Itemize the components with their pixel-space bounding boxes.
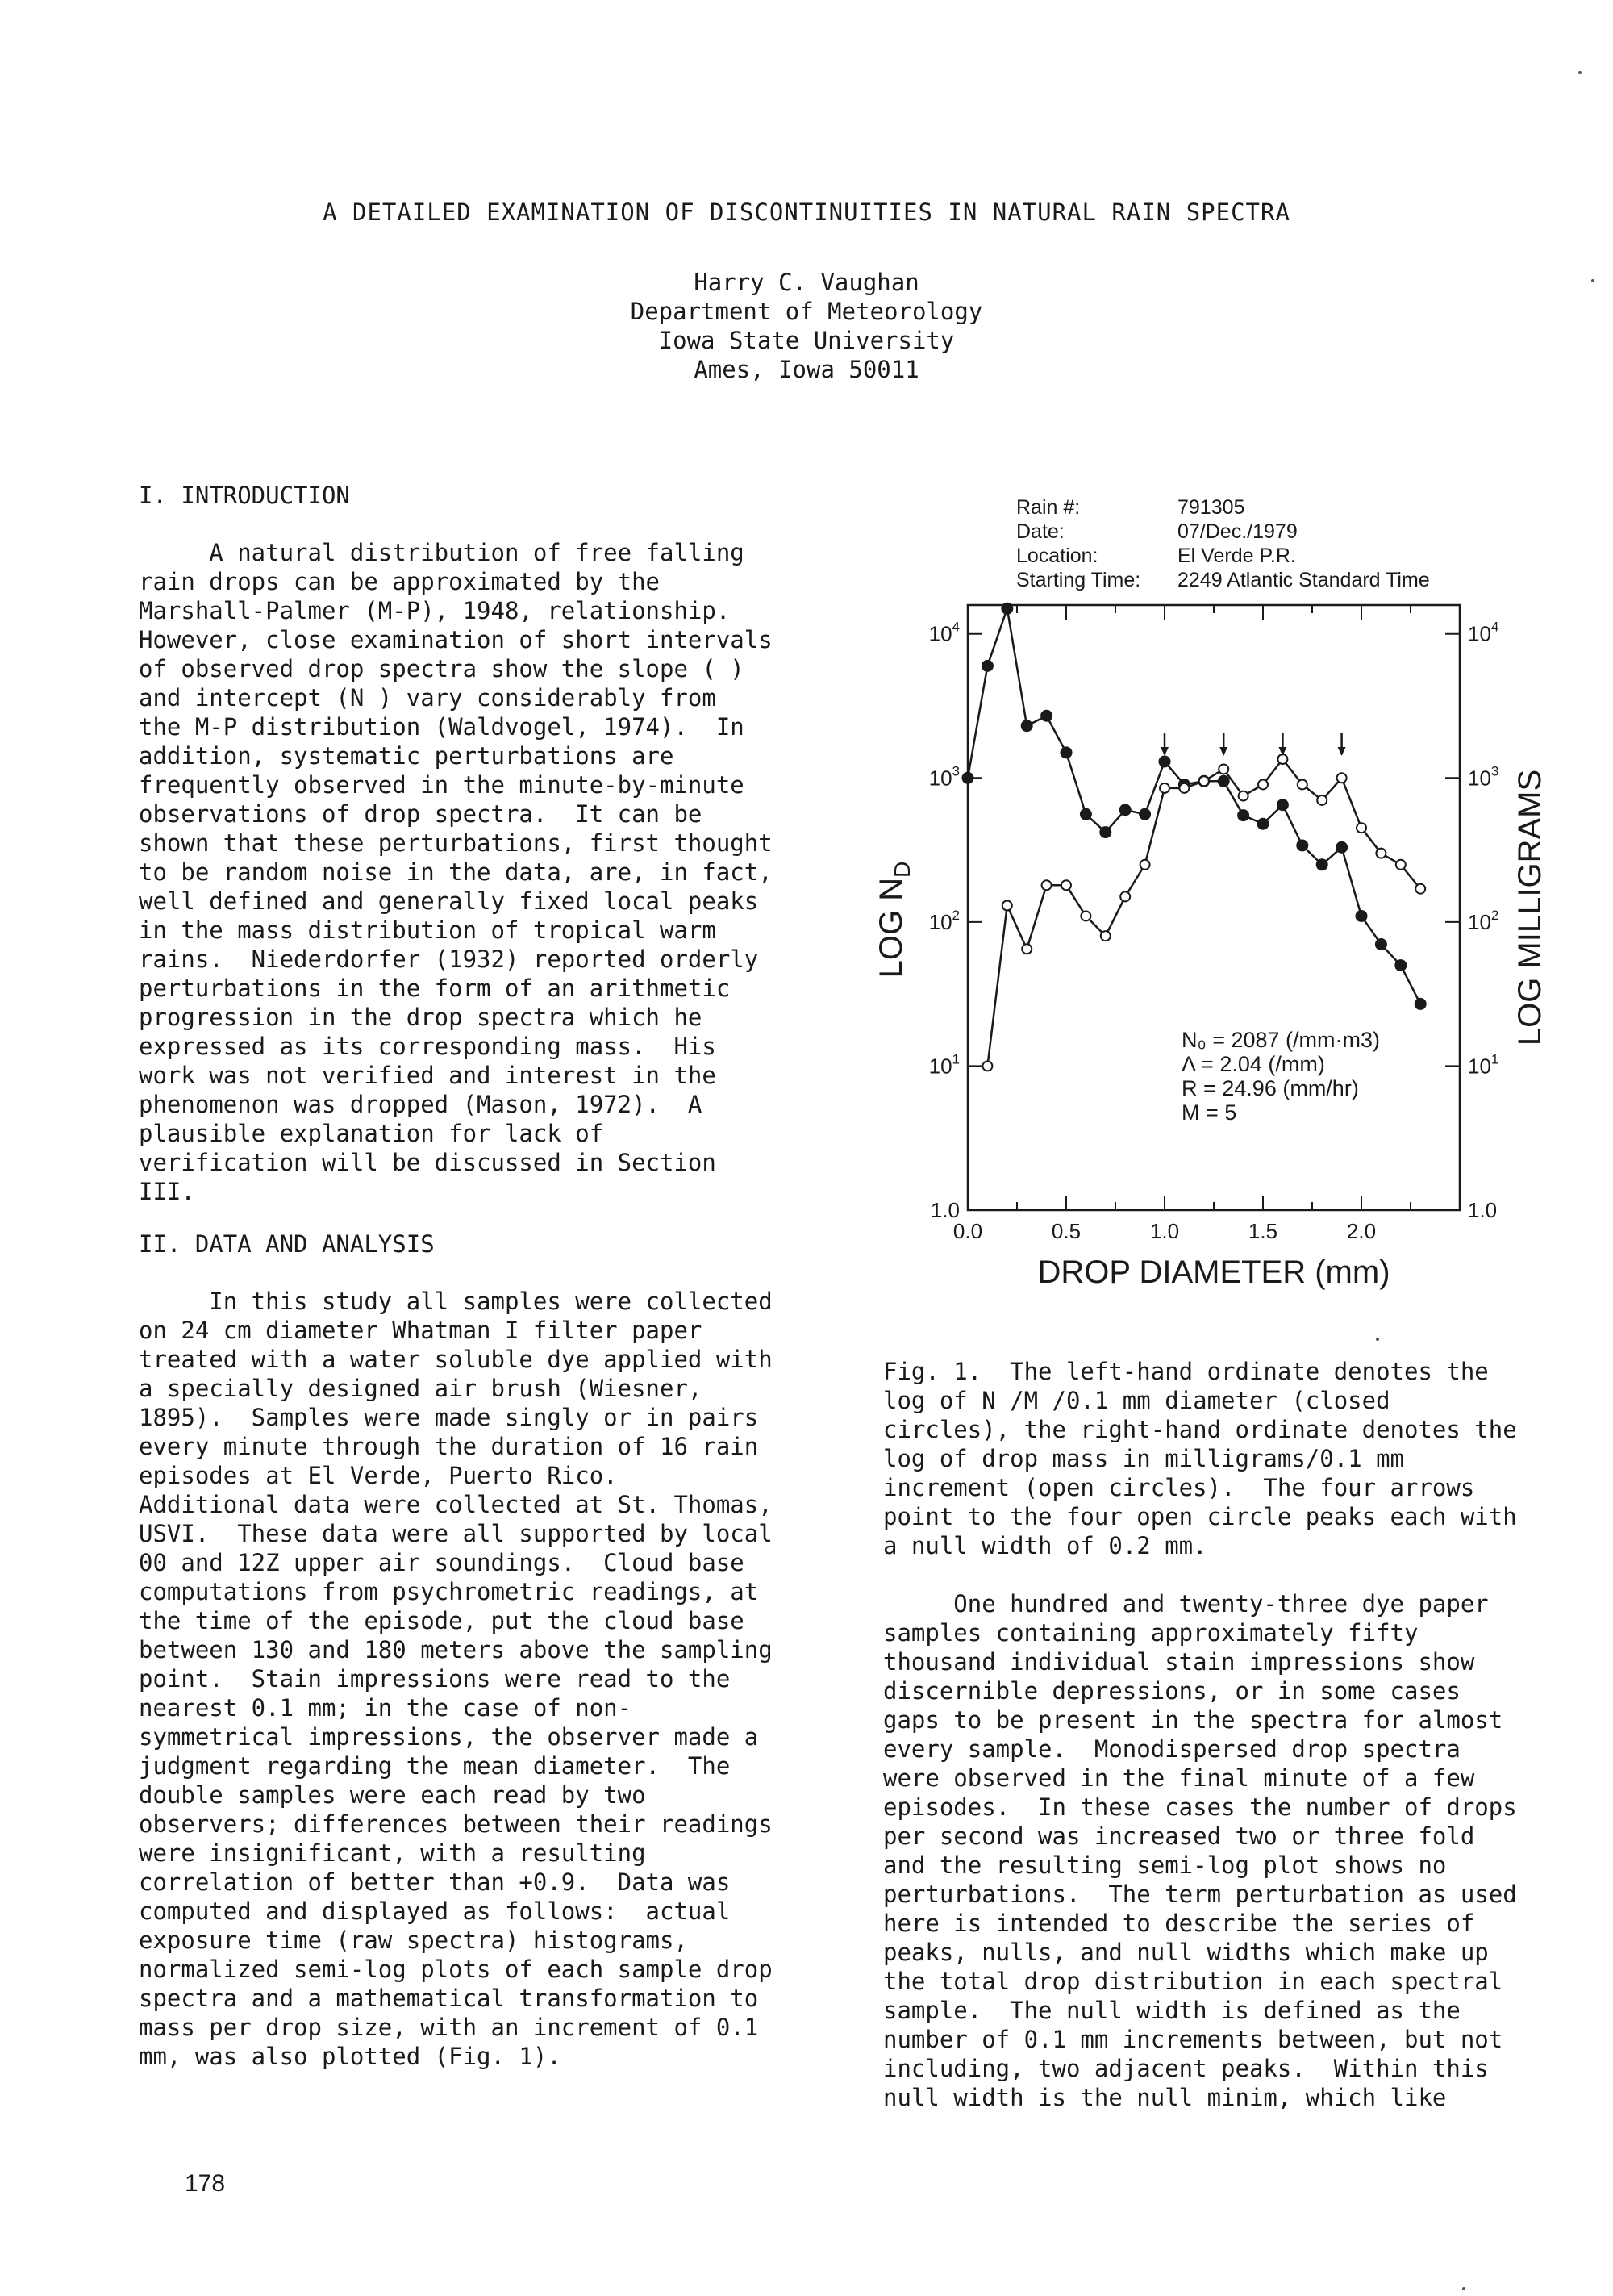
text-line: observations of drop spectra. It can be <box>139 800 702 828</box>
closed-circle-point <box>1238 810 1248 820</box>
figure-header-value: 791305 <box>1177 496 1245 519</box>
peak-arrows <box>1161 733 1346 756</box>
text-line: a null width of 0.2 mm. <box>883 1532 1207 1559</box>
scan-speck <box>1591 279 1594 282</box>
section-heading-data-analysis: II. DATA AND ANALYSIS <box>139 1230 435 1258</box>
closed-circle-point <box>1415 999 1426 1009</box>
figure-header-value: 07/Dec./1979 <box>1177 520 1298 543</box>
closed-circle-point <box>1336 842 1347 853</box>
figure-header-value: El Verde P.R. <box>1177 545 1296 567</box>
open-circle-point <box>1357 823 1366 833</box>
figure-header <box>1016 496 1430 591</box>
author-name: Harry C. Vaughan <box>694 269 919 296</box>
text-line: null width is the null minim, which like <box>883 2084 1447 2111</box>
text-line: expressed as its corresponding mass. His <box>139 1033 716 1060</box>
open-circle-point <box>1140 860 1150 870</box>
peak-arrow-head <box>1338 747 1346 756</box>
closed-circle-point <box>1357 911 1367 921</box>
y-tick-label-right <box>1468 620 1498 646</box>
x-tick-label: 2.0 <box>1346 1219 1377 1243</box>
tick-exponent: 4 <box>1490 619 1499 635</box>
text-line: phenomenon was dropped (Mason, 1972). A <box>139 1091 702 1118</box>
text-line: number of 0.1 mm increments between, but not <box>883 2026 1503 2053</box>
open-circle-point <box>1002 901 1012 911</box>
text-line: Additional data were collected at St. Thomas, <box>139 1491 773 1518</box>
text-line: Fig. 1. The left-hand ordinate denotes the <box>883 1358 1489 1385</box>
scan-speck <box>1578 71 1582 74</box>
x-tick-label: 1.0 <box>1149 1219 1180 1243</box>
y-axis-label-left-group <box>873 862 915 979</box>
x-tick-labels <box>953 1219 1376 1243</box>
text-line: well defined and generally fixed local peaks <box>139 887 759 915</box>
paper-title: A DETAILED EXAMINATION OF DISCONTINUITIES IN NATURAL RAIN SPECTRA <box>323 198 1290 226</box>
text-line: thousand individual stain impressions show <box>883 1648 1475 1676</box>
closed-circle-point <box>1258 819 1269 829</box>
text-line: double samples were each read by two <box>139 1781 646 1809</box>
figure-header-label: Starting Time: <box>1016 569 1141 591</box>
open-circle-point <box>1022 944 1032 954</box>
y-tick-label-right <box>1468 1051 1498 1078</box>
figure-header-label: Rain #: <box>1016 496 1081 519</box>
text-line: were observed in the final minute of a few <box>883 1764 1475 1792</box>
text-line: exposure time (raw spectra) histograms, <box>139 1927 688 1954</box>
open-circle-point <box>1199 776 1209 786</box>
closed-circle-point <box>1120 804 1131 815</box>
y-tick-label-right <box>1468 763 1498 790</box>
tick-base: 10 <box>928 766 952 791</box>
text-line: a specially designed air brush (Wiesner, <box>139 1375 702 1402</box>
open-circle-point <box>1120 891 1130 901</box>
text-line: on 24 cm diameter Whatman I filter paper <box>139 1317 702 1344</box>
text-line: perturbations. The term perturbation as used <box>883 1881 1517 1908</box>
open-circle-point <box>1415 884 1425 894</box>
peak-arrow-head <box>1161 747 1169 756</box>
page-number: 178 <box>185 2170 226 2197</box>
text-line: In this study all samples were collected <box>139 1288 773 1315</box>
text-line: episodes at El Verde, Puerto Rico. <box>139 1462 618 1489</box>
closed-circle-point <box>1041 711 1052 721</box>
text-line: of observed drop spectra show the slope ( ) <box>139 655 744 683</box>
closed-circle-point <box>1061 747 1072 758</box>
closed-circle-point <box>1022 720 1032 731</box>
closed-circle-point <box>1140 809 1150 820</box>
text-line: and intercept (N ) vary considerably from <box>139 684 716 712</box>
closed-circle-point <box>982 661 993 671</box>
closed-circle-point <box>1395 960 1406 971</box>
text-line: were insignificant, with a resulting <box>139 1839 646 1867</box>
y-tick-labels-right <box>1468 620 1498 1222</box>
y-axis-label-left <box>873 862 915 979</box>
tick-base: 10 <box>928 1054 952 1079</box>
open-circle-point <box>1179 783 1189 793</box>
text-line: plausible explanation for lack of <box>139 1120 604 1147</box>
text-line: and the resulting semi-log plot shows no <box>883 1851 1447 1879</box>
y-axis-label-right: LOG MILLIGRAMS <box>1512 769 1548 1046</box>
closed-circle-point <box>1376 939 1386 950</box>
text-line: per second was increased two or three fold <box>883 1822 1475 1850</box>
text-line: perturbations in the form of an arithmetic <box>139 975 731 1002</box>
text-line: episodes. In these cases the number of drops <box>883 1793 1517 1821</box>
tick-exponent: 1 <box>952 1051 960 1067</box>
series-points <box>963 603 1426 1071</box>
text-line: point to the four open circle peaks each with <box>883 1503 1517 1530</box>
author-city: Ames, Iowa 50011 <box>694 356 919 383</box>
figure-header-label: Date: <box>1016 520 1065 543</box>
open-circle-point <box>1081 911 1090 920</box>
text-line: observers; differences between their readings <box>139 1810 773 1838</box>
author-university: Iowa State University <box>658 327 955 354</box>
open-circle-point <box>982 1061 992 1071</box>
y-axis-label-left-main: LOG N <box>873 877 909 979</box>
text-line: 1895). Samples were made singly or in pairs <box>139 1404 759 1431</box>
text-line: the time of the episode, put the cloud base <box>139 1607 744 1634</box>
y-tick-label-left <box>929 620 960 646</box>
text-line: treated with a water soluble dye applied with <box>139 1346 773 1373</box>
text-line: shown that these perturbations, first thought <box>139 829 773 857</box>
x-tick-label: 1.5 <box>1248 1219 1278 1243</box>
open-circle-point <box>1258 779 1268 789</box>
tick-base: 10 <box>1468 909 1491 934</box>
figure-1-chart <box>839 484 1565 1299</box>
text-line: between 130 and 180 meters above the sampling <box>139 1636 773 1664</box>
closed-circle-point <box>1081 809 1091 820</box>
text-line: the M-P distribution (Waldvogel, 1974). In <box>139 713 744 741</box>
text-line: verification will be discussed in Section <box>139 1149 716 1176</box>
scan-speck <box>1376 1338 1379 1341</box>
open-circle-point <box>1239 791 1248 801</box>
author-department: Department of Meteorology <box>630 298 983 325</box>
figure-stat-line: N₀ = 2087 (/mm·m3) <box>1182 1028 1381 1052</box>
text-line: peaks, nulls, and null widths which make up <box>883 1939 1489 1966</box>
open-circle-point <box>1376 849 1386 858</box>
y-tick-label-right <box>1468 908 1498 934</box>
text-line: sample. The null width is defined as the <box>883 1997 1461 2024</box>
text-line: However, close examination of short intervals <box>139 626 773 653</box>
y-tick-label-left <box>929 1051 960 1078</box>
section-heading-introduction: I. INTRODUCTION <box>139 482 350 509</box>
text-line: frequently observed in the minute-by-minute <box>139 771 744 799</box>
text-line: in the mass distribution of tropical warm <box>139 916 716 944</box>
closed-circle-point <box>1160 756 1170 766</box>
closed-circle-point <box>1219 776 1229 787</box>
figure-header-label: Location: <box>1016 545 1098 567</box>
text-line: computed and displayed as follows: actual <box>139 1897 731 1925</box>
text-line: symmetrical impressions, the observer made a <box>139 1723 759 1751</box>
x-axis-label: DROP DIAMETER (mm) <box>1037 1254 1390 1290</box>
y-tick-label-left <box>929 908 960 934</box>
text-line: increment (open circles). The four arrows <box>883 1474 1475 1501</box>
closed-circle-point <box>1002 603 1012 614</box>
y-tick-label-right <box>1468 1198 1497 1222</box>
scan-speck <box>1462 2287 1465 2290</box>
open-circle-point <box>1317 795 1327 805</box>
text-line: including, two adjacent peaks. Within this <box>883 2055 1489 2082</box>
text-line: A natural distribution of free falling <box>139 539 744 566</box>
tick-base: 1.0 <box>930 1198 960 1222</box>
text-line: point. Stain impressions were read to the <box>139 1665 731 1693</box>
text-line: mm, was also plotted (Fig. 1). <box>139 2043 561 2070</box>
closed-circle-point <box>1100 827 1111 837</box>
tick-exponent: 2 <box>1490 907 1499 923</box>
text-line: work was not verified and interest in the <box>139 1062 716 1089</box>
open-circle-point <box>1337 773 1347 783</box>
figure-stat-line: M = 5 <box>1182 1100 1237 1125</box>
open-circle-point <box>1219 764 1228 774</box>
tick-exponent: 4 <box>952 619 960 635</box>
x-tick-label: 0.0 <box>952 1219 983 1243</box>
text-line: samples containing approximately fifty <box>883 1619 1419 1647</box>
figure-stat-line: Λ = 2.04 (/mm) <box>1182 1052 1325 1076</box>
open-circle-point <box>1101 931 1111 941</box>
figure-stats <box>1182 1028 1380 1125</box>
text-line: correlation of better than +0.9. Data was <box>139 1868 731 1896</box>
figure-stat-line: R = 24.96 (mm/hr) <box>1182 1076 1359 1100</box>
y-tick-labels-left <box>929 620 960 1222</box>
series-lines <box>968 608 1420 1066</box>
figure-caption <box>883 1357 1561 1560</box>
open-series-line <box>987 759 1420 1066</box>
text-line: normalized semi-log plots of each sample drop <box>139 1956 773 1983</box>
x-tick-label: 0.5 <box>1051 1219 1082 1243</box>
author-block <box>0 268 1613 384</box>
tick-exponent: 2 <box>952 907 960 923</box>
closed-circle-point <box>1297 840 1307 850</box>
open-circle-point <box>1298 779 1307 789</box>
text-line: USVI. These data were all supported by local <box>139 1520 773 1547</box>
text-line: rains. Niederdorfer (1932) reported orderly <box>139 946 759 973</box>
text-line: progression in the drop spectra which he <box>139 1004 702 1031</box>
closed-circle-point <box>963 773 973 783</box>
open-circle-point <box>1061 880 1071 890</box>
text-line: the total drop distribution in each spectral <box>883 1968 1503 1995</box>
text-line: log of drop mass in milligrams/0.1 mm <box>883 1445 1405 1472</box>
tick-base: 10 <box>1468 1054 1491 1079</box>
text-line: computations from psychrometric readings, at <box>139 1578 759 1605</box>
y-tick-label-left <box>929 763 960 790</box>
tick-exponent: 3 <box>952 763 960 779</box>
data-analysis-paragraph <box>139 1287 816 2071</box>
text-line: spectra and a mathematical transformation to <box>139 1985 759 2012</box>
closed-circle-point <box>1277 799 1288 810</box>
open-circle-point <box>1042 880 1052 890</box>
text-line: 00 and 12Z upper air soundings. Cloud base <box>139 1549 744 1576</box>
tick-exponent: 3 <box>1490 763 1499 779</box>
right-column-paragraph <box>883 1589 1561 2112</box>
y-tick-label-left <box>931 1198 960 1222</box>
tick-base: 10 <box>928 621 952 646</box>
text-line: here is intended to describe the series of <box>883 1910 1475 1937</box>
tick-base: 10 <box>928 909 952 934</box>
text-line: judgment regarding the mean diameter. The <box>139 1752 731 1780</box>
text-line: to be random noise in the data, are, in fact, <box>139 858 773 886</box>
tick-base: 10 <box>1468 621 1491 646</box>
text-line: Marshall-Palmer (M-P), 1948, relationship. <box>139 597 731 624</box>
text-line: discernible depressions, or in some cases <box>883 1677 1461 1705</box>
text-line: III. <box>139 1178 195 1205</box>
text-line: One hundred and twenty-three dye paper <box>883 1590 1489 1618</box>
open-circle-point <box>1396 860 1406 870</box>
introduction-paragraph <box>139 538 816 1206</box>
peak-arrow-head <box>1219 747 1227 756</box>
figure-header-value: 2249 Atlantic Standard Time <box>1177 569 1430 591</box>
y-axis-label-left-sub: D <box>890 861 915 878</box>
tick-base: 1.0 <box>1468 1198 1498 1222</box>
open-circle-point <box>1160 783 1169 793</box>
text-line: every minute through the duration of 16 rain <box>139 1433 759 1460</box>
text-line: rain drops can be approximated by the <box>139 568 661 595</box>
text-line: every sample. Monodispersed drop spectra <box>883 1735 1461 1763</box>
text-line: addition, systematic perturbations are <box>139 742 674 770</box>
text-line: gaps to be present in the spectra for almost <box>883 1706 1503 1734</box>
text-line: log of N /M /0.1 mm diameter (closed <box>883 1387 1390 1414</box>
y-axis-label-right-group <box>1512 770 1548 1046</box>
text-line: nearest 0.1 mm; in the case of non- <box>139 1694 632 1722</box>
text-line: circles), the right-hand ordinate denotes the <box>883 1416 1517 1443</box>
text-line: mass per drop size, with an increment of 0.1 <box>139 2014 759 2041</box>
tick-base: 10 <box>1468 766 1491 791</box>
tick-exponent: 1 <box>1490 1051 1499 1067</box>
closed-circle-point <box>1317 859 1327 870</box>
